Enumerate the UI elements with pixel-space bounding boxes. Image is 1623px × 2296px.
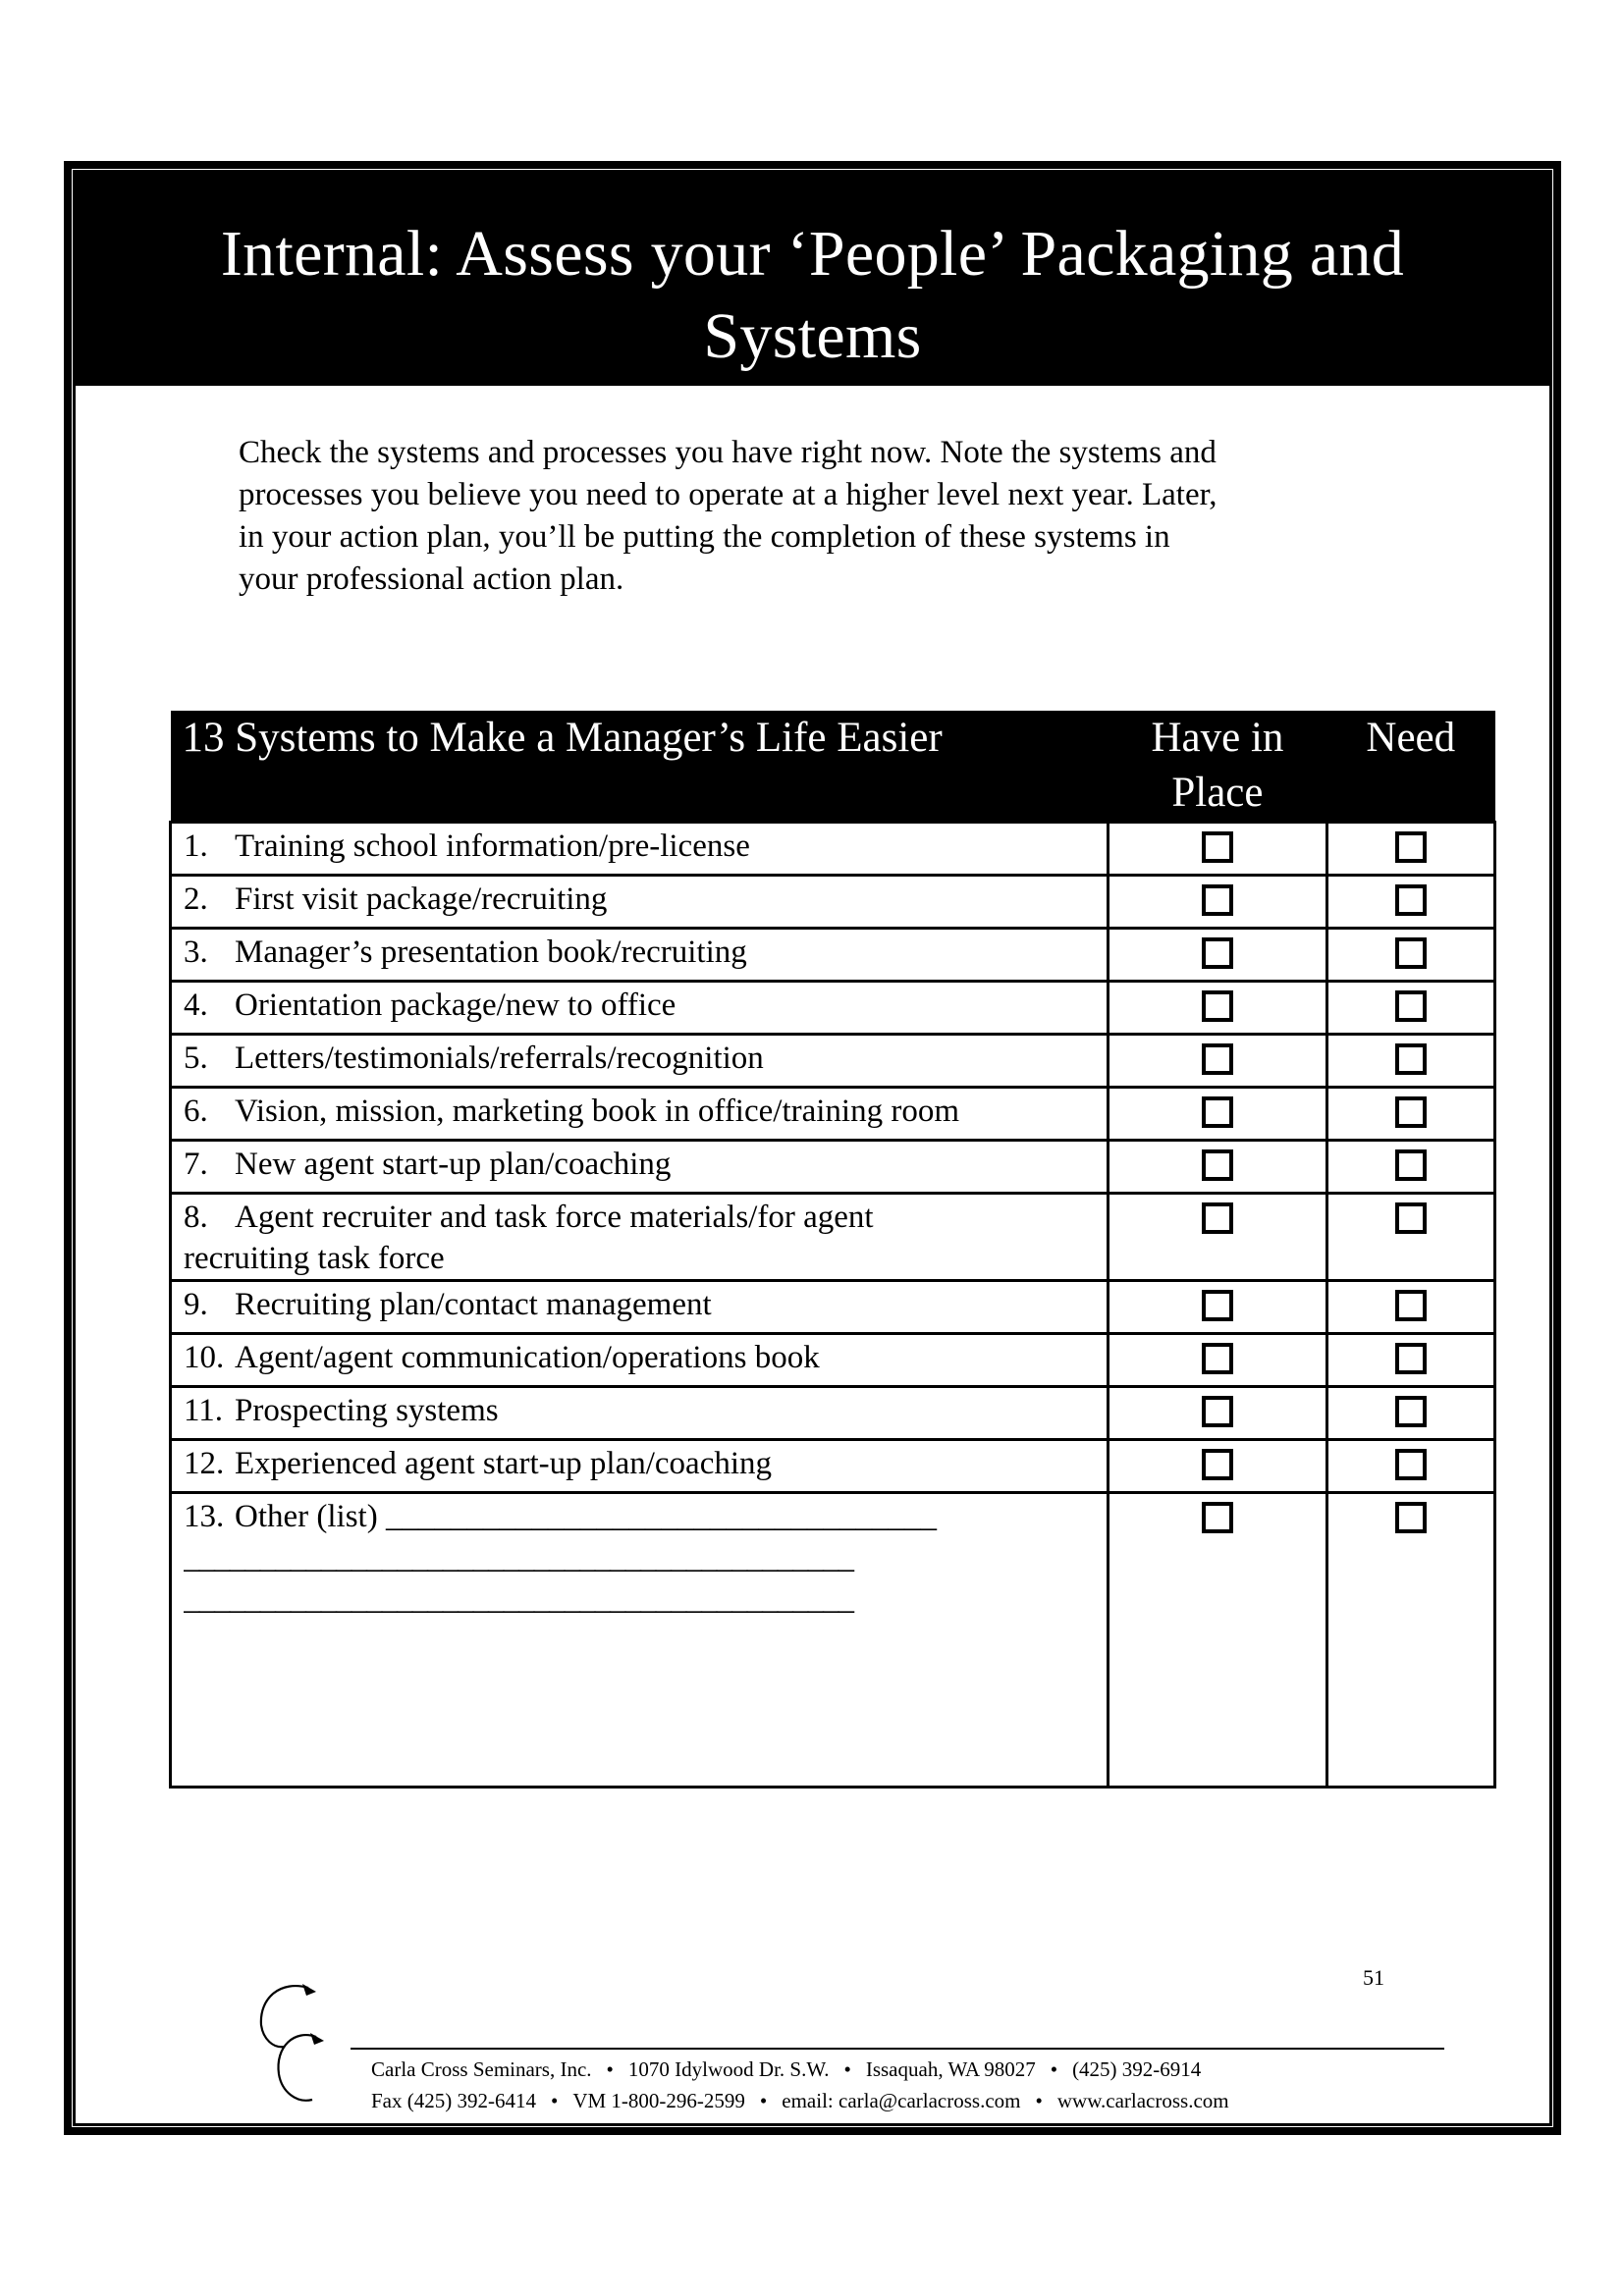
footer-email[interactable]: email: carla@carlacross.com bbox=[782, 2089, 1021, 2112]
system-number: 7. bbox=[184, 1147, 208, 1182]
intro-line: your professional action plan. bbox=[239, 561, 624, 597]
intro-line: processes you believe you need to operate at a higher level next year. Later, bbox=[239, 477, 1217, 512]
have-cell bbox=[1109, 929, 1326, 982]
have-in-place-checkbox[interactable] bbox=[1202, 1502, 1233, 1533]
system-label bbox=[171, 823, 1109, 876]
have-in-place-checkbox[interactable] bbox=[1202, 1149, 1233, 1181]
need-checkbox[interactable] bbox=[1395, 1396, 1427, 1427]
other-blank-line[interactable]: ____________________________________________ bbox=[184, 1581, 853, 1617]
bullet-separator: • bbox=[1050, 2057, 1058, 2081]
system-text: Vision, mission, marketing book in office/training room bbox=[235, 1094, 959, 1129]
system-text: First visit package/recruiting bbox=[235, 881, 608, 917]
table-row bbox=[171, 1281, 1495, 1334]
need-checkbox[interactable] bbox=[1395, 1096, 1427, 1128]
table-header-row bbox=[171, 711, 1495, 823]
system-text: Experienced agent start-up plan/coaching bbox=[235, 1446, 773, 1481]
have-cell bbox=[1109, 823, 1326, 876]
header-need: Need bbox=[1326, 711, 1494, 823]
have-cell bbox=[1109, 1440, 1326, 1493]
need-checkbox[interactable] bbox=[1395, 990, 1427, 1022]
system-text: Recruiting plan/contact management bbox=[235, 1287, 712, 1322]
have-cell bbox=[1109, 1493, 1326, 1788]
system-label bbox=[171, 1035, 1109, 1088]
bullet-separator: • bbox=[606, 2057, 614, 2081]
system-number: 1. bbox=[184, 828, 208, 864]
have-in-place-checkbox[interactable] bbox=[1202, 1396, 1233, 1427]
system-number: 3. bbox=[184, 934, 208, 970]
table-row bbox=[171, 1493, 1495, 1788]
system-label bbox=[171, 876, 1109, 929]
need-cell bbox=[1326, 1141, 1494, 1194]
have-cell bbox=[1109, 876, 1326, 929]
need-cell bbox=[1326, 1194, 1494, 1281]
page-header bbox=[73, 170, 1552, 386]
footer-rule bbox=[351, 2048, 1444, 2050]
intro-line: in your action plan, you’ll be putting the completion of these systems in bbox=[239, 519, 1170, 555]
need-checkbox[interactable] bbox=[1395, 1043, 1427, 1075]
table-row bbox=[171, 1194, 1495, 1281]
system-label bbox=[171, 1281, 1109, 1334]
need-checkbox[interactable] bbox=[1395, 1290, 1427, 1321]
have-cell bbox=[1109, 1141, 1326, 1194]
system-text-continued: recruiting task force bbox=[184, 1241, 445, 1276]
system-label bbox=[171, 1334, 1109, 1387]
system-label bbox=[171, 1493, 1109, 1788]
system-text: Prospecting systems bbox=[235, 1393, 499, 1428]
table-row bbox=[171, 876, 1495, 929]
header-have-line1: Have in bbox=[1151, 715, 1284, 761]
system-text: Other (list) bbox=[235, 1499, 378, 1534]
bullet-separator: • bbox=[843, 2057, 851, 2081]
system-label bbox=[171, 929, 1109, 982]
system-label bbox=[171, 982, 1109, 1035]
footer-contact-line1 bbox=[371, 2057, 1201, 2082]
need-checkbox[interactable] bbox=[1395, 1202, 1427, 1234]
footer-contact-line2 bbox=[371, 2089, 1229, 2113]
system-text: Orientation package/new to office bbox=[235, 988, 676, 1023]
header-systems: 13 Systems to Make a Manager’s Life Easier bbox=[171, 711, 1109, 823]
bullet-separator: • bbox=[1035, 2089, 1043, 2112]
system-text: Agent/agent communication/operations book bbox=[235, 1340, 820, 1375]
need-cell bbox=[1326, 1281, 1494, 1334]
need-checkbox[interactable] bbox=[1395, 884, 1427, 916]
have-cell bbox=[1109, 1194, 1326, 1281]
table-row bbox=[171, 1387, 1495, 1440]
other-blank-line[interactable]: __________________________________ bbox=[385, 1499, 937, 1534]
table-row bbox=[171, 1440, 1495, 1493]
have-in-place-checkbox[interactable] bbox=[1202, 937, 1233, 969]
system-text: New agent start-up plan/coaching bbox=[235, 1147, 672, 1182]
footer-phone: (425) 392-6914 bbox=[1072, 2057, 1202, 2081]
need-cell bbox=[1326, 1088, 1494, 1141]
have-cell bbox=[1109, 1387, 1326, 1440]
page-number: 51 bbox=[1363, 1965, 1384, 1990]
system-number: 11. bbox=[184, 1393, 224, 1428]
table-row bbox=[171, 1141, 1495, 1194]
page-title-line2: Systems bbox=[703, 300, 922, 372]
need-checkbox[interactable] bbox=[1395, 1502, 1427, 1533]
system-text: Agent recruiter and task force materials/for agent bbox=[235, 1200, 874, 1235]
bullet-separator: • bbox=[550, 2089, 559, 2112]
have-cell bbox=[1109, 1334, 1326, 1387]
table-row bbox=[171, 982, 1495, 1035]
other-blank-line[interactable]: ____________________________________________ bbox=[184, 1540, 853, 1575]
intro-paragraph bbox=[239, 432, 1446, 601]
table-row bbox=[171, 1035, 1495, 1088]
page-title-line1: Internal: Assess your ‘People’ Packaging and bbox=[220, 218, 1405, 290]
header-have-line2: Place bbox=[1171, 770, 1264, 816]
table-row bbox=[171, 1334, 1495, 1387]
system-text: Training school information/pre-license bbox=[235, 828, 750, 864]
header-have-in-place bbox=[1109, 711, 1326, 823]
have-in-place-checkbox[interactable] bbox=[1202, 1290, 1233, 1321]
system-label bbox=[171, 1194, 1109, 1281]
need-checkbox[interactable] bbox=[1395, 1343, 1427, 1374]
need-cell bbox=[1326, 876, 1494, 929]
need-cell bbox=[1326, 1440, 1494, 1493]
need-cell bbox=[1326, 929, 1494, 982]
have-cell bbox=[1109, 1281, 1326, 1334]
system-label bbox=[171, 1141, 1109, 1194]
need-checkbox[interactable] bbox=[1395, 1149, 1427, 1181]
have-in-place-checkbox[interactable] bbox=[1202, 1202, 1233, 1234]
cc-logo bbox=[251, 1978, 340, 2110]
system-label bbox=[171, 1440, 1109, 1493]
system-text: Letters/testimonials/referrals/recognition bbox=[235, 1041, 764, 1076]
intro-line: Check the systems and processes you have right now. Note the systems and bbox=[239, 435, 1217, 470]
need-cell bbox=[1326, 1334, 1494, 1387]
systems-table bbox=[169, 711, 1496, 1789]
table-row bbox=[171, 1088, 1495, 1141]
footer-fax: Fax (425) 392-6414 bbox=[371, 2089, 536, 2112]
bullet-separator: • bbox=[759, 2089, 768, 2112]
need-cell bbox=[1326, 823, 1494, 876]
have-in-place-checkbox[interactable] bbox=[1202, 1449, 1233, 1480]
have-in-place-checkbox[interactable] bbox=[1202, 1043, 1233, 1075]
system-label bbox=[171, 1387, 1109, 1440]
system-number: 8. bbox=[184, 1200, 208, 1235]
need-checkbox[interactable] bbox=[1395, 937, 1427, 969]
page-title bbox=[73, 170, 1552, 378]
need-cell bbox=[1326, 1035, 1494, 1088]
footer-city: Issaquah, WA 98027 bbox=[865, 2057, 1036, 2081]
table-row bbox=[171, 823, 1495, 876]
need-checkbox[interactable] bbox=[1395, 1449, 1427, 1480]
have-in-place-checkbox[interactable] bbox=[1202, 990, 1233, 1022]
system-number: 9. bbox=[184, 1287, 208, 1322]
have-in-place-checkbox[interactable] bbox=[1202, 1096, 1233, 1128]
footer-website[interactable]: www.carlacross.com bbox=[1056, 2089, 1229, 2112]
need-cell bbox=[1326, 1387, 1494, 1440]
have-in-place-checkbox[interactable] bbox=[1202, 831, 1233, 863]
footer-company: Carla Cross Seminars, Inc. bbox=[371, 2057, 592, 2081]
system-number: 10. bbox=[184, 1340, 225, 1375]
footer-address: 1070 Idylwood Dr. S.W. bbox=[627, 2057, 830, 2081]
have-cell bbox=[1109, 1088, 1326, 1141]
table-row bbox=[171, 929, 1495, 982]
system-number: 2. bbox=[184, 881, 208, 917]
need-cell bbox=[1326, 1493, 1494, 1788]
need-cell bbox=[1326, 982, 1494, 1035]
need-checkbox[interactable] bbox=[1395, 831, 1427, 863]
system-label bbox=[171, 1088, 1109, 1141]
system-number: 4. bbox=[184, 988, 208, 1023]
have-cell bbox=[1109, 1035, 1326, 1088]
system-number: 12. bbox=[184, 1446, 225, 1481]
system-number: 6. bbox=[184, 1094, 208, 1129]
system-number: 5. bbox=[184, 1041, 208, 1076]
have-cell bbox=[1109, 982, 1326, 1035]
footer-vm: VM 1-800-296-2599 bbox=[572, 2089, 745, 2112]
system-text: Manager’s presentation book/recruiting bbox=[235, 934, 747, 970]
system-number: 13. bbox=[184, 1499, 225, 1534]
have-in-place-checkbox[interactable] bbox=[1202, 1343, 1233, 1374]
have-in-place-checkbox[interactable] bbox=[1202, 884, 1233, 916]
